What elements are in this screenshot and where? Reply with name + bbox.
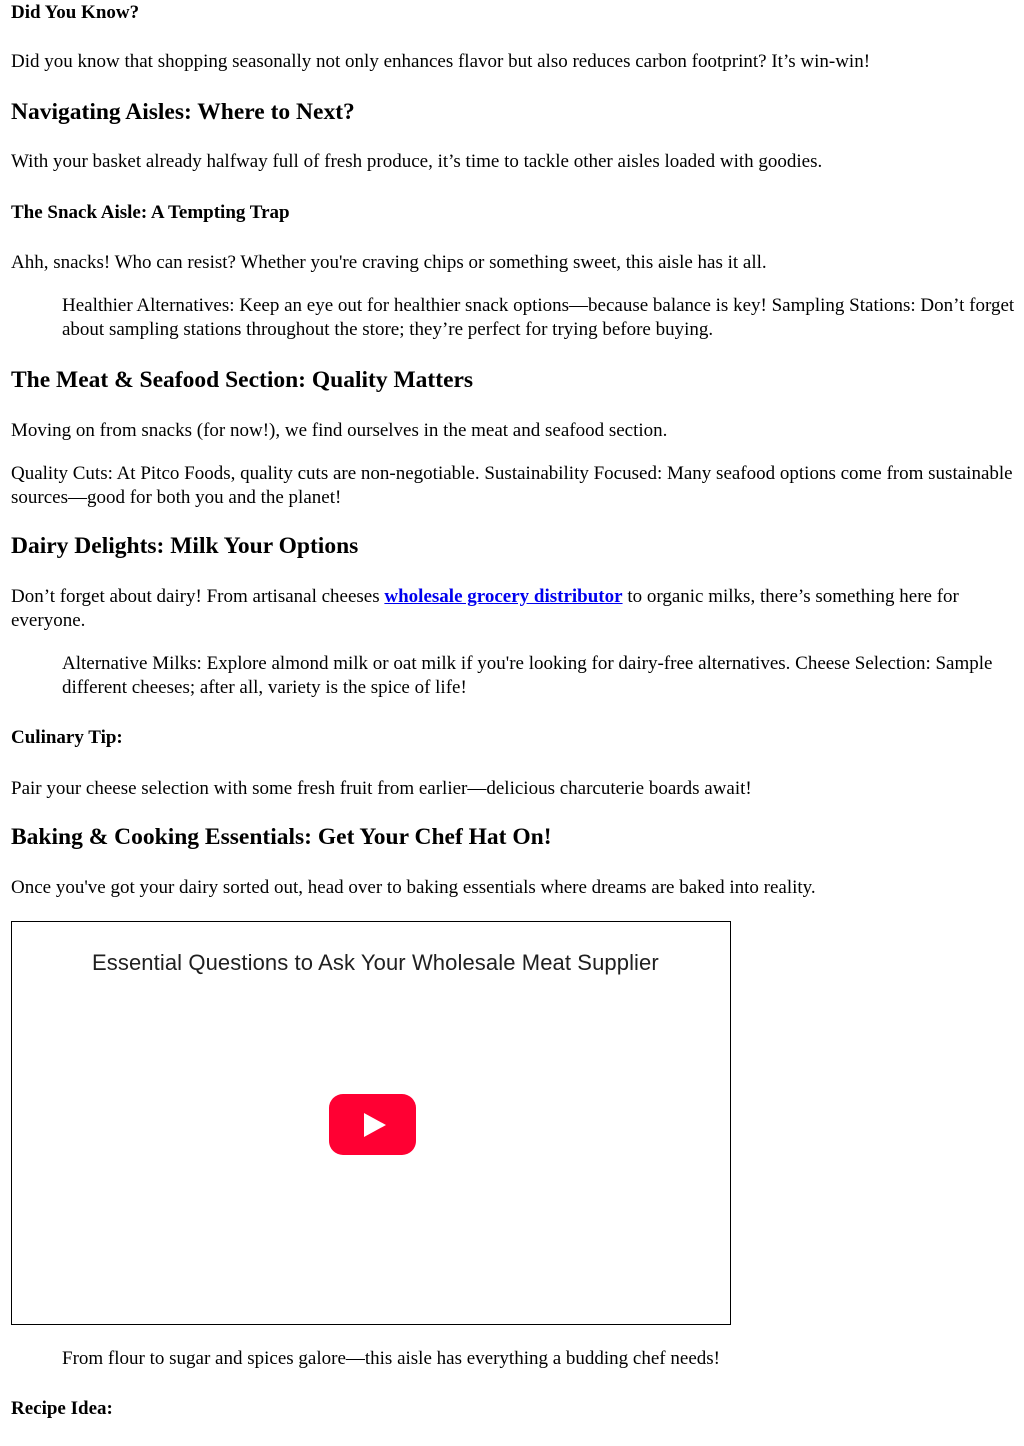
aisles-heading: Navigating Aisles: Where to Next? [11, 99, 355, 125]
baking-heading: Baking & Cooking Essentials: Get Your Chef Hat On! [11, 824, 552, 850]
meat-text-2: Quality Cuts: At Pitco Foods, quality cuts are non-negotiable. Sustainability Focused: Many seafood options come from sustainable sources—good for both you and the planet! [11, 463, 1013, 508]
snack-quote: Healthier Alternatives: Keep an eye out for healthier snack options—because balance is key! Sampling Stations: Don’t forget about sampling stations throughout the store; they’re perfect for trying before buying. [62, 295, 1015, 340]
baking-text: Once you've got your dairy sorted out, head over to baking essentials where dreams are baked into reality. [11, 877, 816, 898]
aisles-text: With your basket already halfway full of fresh produce, it’s time to tackle other aisles loaded with goodies. [11, 151, 823, 172]
dairy-text [11, 585, 1016, 633]
meat-text: Moving on from snacks (for now!), we find ourselves in the meat and seafood section. [11, 420, 668, 441]
video-embed[interactable] [11, 921, 731, 1325]
dairy-quote: Alternative Milks: Explore almond milk or oat milk if you're looking for dairy-free alternatives. Cheese Selection: Sample different cheeses; after all, variety is the spice of life! [62, 653, 993, 698]
video-title[interactable]: Essential Questions to Ask Your Wholesale Meat Supplier [92, 950, 659, 975]
snack-text: Ahh, snacks! Who can resist? Whether you're craving chips or something sweet, this aisle has it all. [11, 252, 767, 273]
did-you-know-heading: Did You Know? [11, 2, 140, 23]
wholesale-grocery-distributor-link[interactable]: wholesale grocery distributor [384, 586, 623, 607]
culinary-tip-text: Pair your cheese selection with some fresh fruit from earlier—delicious charcuterie boards await! [11, 778, 752, 799]
youtube-play-icon[interactable] [329, 1094, 416, 1155]
culinary-tip-heading: Culinary Tip: [11, 727, 123, 748]
dairy-text-after: to organic milks, there’s something here for everyone. [11, 586, 959, 631]
snack-heading: The Snack Aisle: A Tempting Trap [11, 202, 290, 223]
baking-quote: From flour to sugar and spices galore—this aisle has everything a budding chef needs! [62, 1348, 720, 1369]
recipe-idea-heading: Recipe Idea: [11, 1398, 113, 1419]
meat-heading: The Meat & Seafood Section: Quality Matters [11, 367, 474, 393]
did-you-know-text: Did you know that shopping seasonally not only enhances flavor but also reduces carbon footprint? It’s win-win! [11, 51, 871, 72]
dairy-heading: Dairy Delights: Milk Your Options [11, 533, 359, 559]
dairy-text-before: Don’t forget about dairy! From artisanal cheeses [11, 586, 385, 607]
